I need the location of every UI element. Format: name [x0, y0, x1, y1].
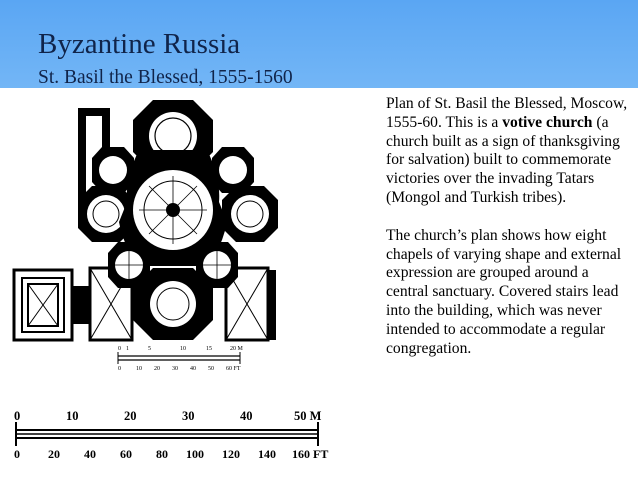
p1-intro-text: Plan of St. Basil the Blessed, Moscow, 1555-60. This is a — [386, 95, 628, 131]
small-scale-meter-label: 1 — [126, 346, 129, 352]
large-scale-feet-label: 160 FT — [292, 447, 329, 461]
small-scale-meter-label: 15 — [206, 346, 212, 352]
small-scale-feet-label: 50 — [208, 366, 214, 372]
large-scale-feet-label: 40 — [84, 447, 96, 461]
large-scale-meter-label: 0 — [14, 409, 21, 423]
slide-subtitle: St. Basil the Blessed, 1555-1560 — [38, 67, 293, 88]
small-scale-feet-label: 10 — [136, 366, 142, 372]
large-scale-meter-label: 40 — [240, 409, 253, 423]
slide-title: Byzantine Russia — [38, 28, 241, 60]
small-scale-feet-label: 30 — [172, 366, 178, 372]
large-scale-meter-label: 30 — [182, 409, 195, 423]
large-scale-feet-label: 140 — [258, 447, 276, 461]
description-paragraph-1 — [386, 95, 634, 208]
large-scale-meter-label: 50 M — [294, 409, 322, 423]
west-stair-porch — [14, 270, 90, 340]
votive-church-term: votive church — [502, 113, 593, 131]
description-paragraph-2: The church’s plan shows how eight chapels of varying shape and external expression are grouped around a central sanctuary. Covered stairs lead into the building, which was never intended to accommodate a regular congregation. — [386, 226, 622, 357]
small-scale-feet-labels — [118, 366, 241, 372]
description-column — [386, 95, 634, 377]
large-scale-feet-label: 80 — [156, 447, 168, 461]
large-scale-meter-label: 20 — [124, 409, 137, 423]
small-scale-meter-label: 20 M — [230, 346, 243, 352]
small-scale-feet-label: 0 — [118, 366, 121, 372]
small-scale-feet-label: 60 FT — [226, 366, 241, 372]
small-scale-bar — [118, 352, 240, 364]
p1-rest-text: (a church built as a sign of thanksgiving for salvation) built to commemorate victories over the invading Tatars (Mongol and Turkish tribes). — [386, 113, 620, 206]
large-scale-feet-label: 60 — [120, 447, 132, 461]
large-scale-bar — [8, 400, 378, 470]
large-scale-feet-label: 20 — [48, 447, 60, 461]
floor-plan-drawing — [8, 90, 378, 390]
small-scale-feet-label: 20 — [154, 366, 160, 372]
large-scale-feet-label: 0 — [14, 447, 20, 461]
south-chapel — [133, 268, 213, 340]
small-scale-feet-label: 40 — [190, 366, 196, 372]
small-scale-meter-labels — [118, 346, 244, 352]
small-scale-meter-label: 10 — [180, 346, 186, 352]
large-scale-feet-label: 120 — [222, 447, 240, 461]
large-scale-meter-label: 10 — [66, 409, 79, 423]
large-scale-feet-label: 100 — [186, 447, 204, 461]
east-chapel — [222, 186, 278, 242]
small-scale-meter-label: 0 — [118, 346, 121, 352]
small-scale-meter-label: 5 — [148, 346, 151, 352]
